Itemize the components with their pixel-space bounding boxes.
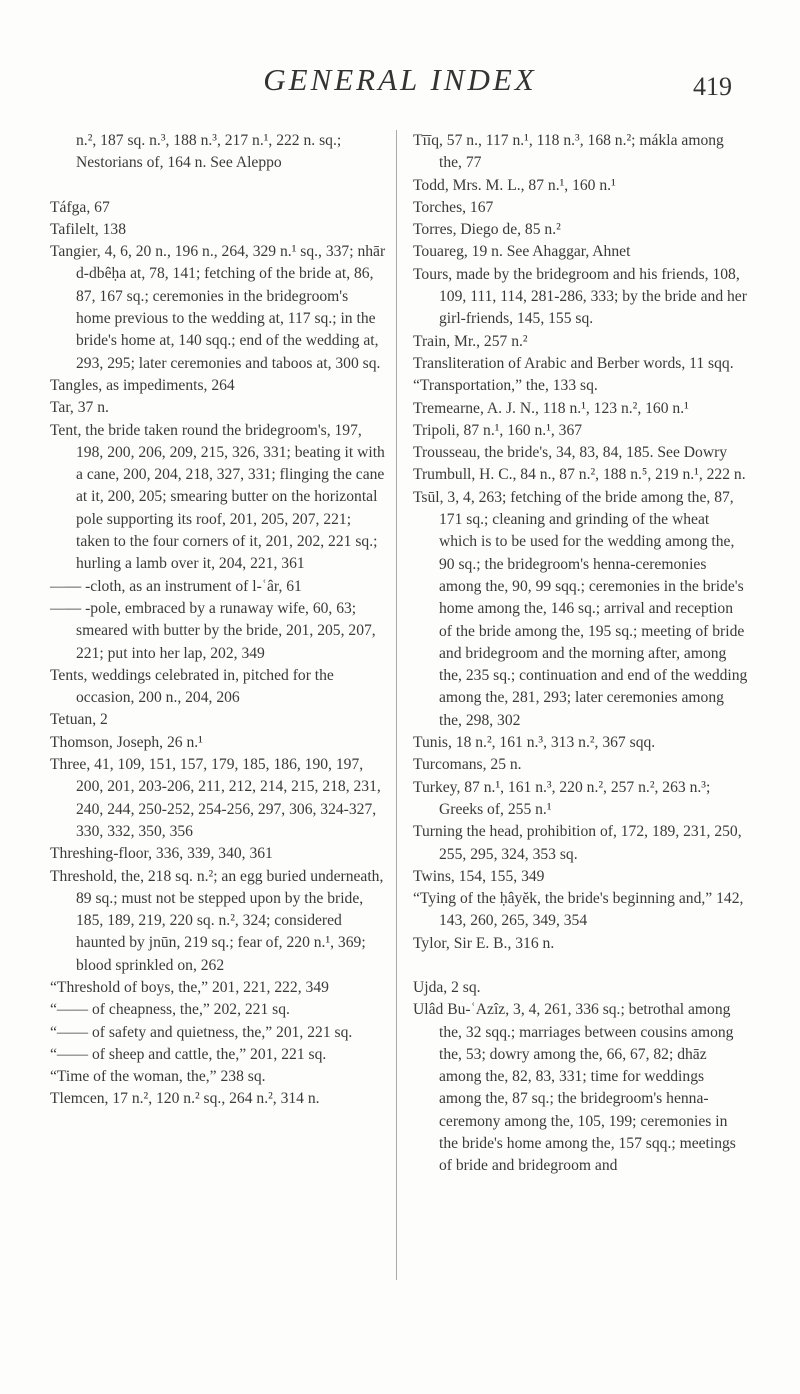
index-entry: “—— of cheapness, the,” 202, 221 sq. xyxy=(50,1001,290,1019)
index-entry: Tylor, Sir E. B., 316 n. xyxy=(413,934,555,952)
index-entry: Torches, 167 xyxy=(413,198,494,216)
index-entry: Train, Mr., 257 n.² xyxy=(413,332,528,350)
index-entry: Three, 41, 109, 151, 157, 179, 185, 186, 190, 197, 200, 201, 203-206, 211, 212, 214, 215, 218, 231, 240, 244, 250-252, 254-256, 297, 306, 324-327, 330, 332, 350, 356 xyxy=(50,756,381,840)
index-entry: Tunis, 18 n.², 161 n.³, 313 n.², 367 sqq. xyxy=(413,734,656,752)
index-entry: Threshold, the, 218 sq. n.²; an egg buried underneath, 89 sq.; must not be stepped upon by the bride, 185, 189, 219, 220 sq. n.², 324; considered haunted by jnūn, 219 sq.; fear of, 220 n.¹, 369; blood sprinkled on, 262 xyxy=(50,867,384,974)
index-entry: Todd, Mrs. M. L., 87 n.¹, 160 n.¹ xyxy=(413,176,616,194)
index-entry: Trumbull, H. C., 84 n., 87 n.², 188 n.⁵, 219 n.¹, 222 n. xyxy=(413,466,746,484)
index-entry: “Time of the woman, the,” 238 sq. xyxy=(50,1068,266,1086)
index-entry: Tsūl, 3, 4, 263; fetching of the bride among the, 87, 171 sq.; cleaning and grinding of the wheat which is to be used for the wedding among the, 90 sq.; the bridegroom's henna-ceremonies among the, 90, 99 sqq.; ceremonies in the bride's home among the, 146 sq.; arrival and reception of the bride among the, 195 sq.; meeting of bride and bridegroom and the morning after, among the, 235 sq.; continuation and end of the wedding among the, 281, 293; later ceremonies among the, 298, 302 xyxy=(413,488,748,729)
index-entry: Thomson, Joseph, 26 n.¹ xyxy=(50,733,203,751)
index-entry: Threshing-floor, 336, 339, 340, 361 xyxy=(50,845,273,863)
index-entry: Tangier, 4, 6, 20 n., 196 n., 264, 329 n.¹ sq., 337; nhār d-dbêḥa at, 78, 141; fetching of the bride at, 86, 87, 167 sq.; ceremonies in the bridegroom's home previous to the wedding at, 117 sq.; in the bride's home at, 140 sqq.; end of the wedding at, 293, 295; later ceremonies and taboos at, 300 sq. xyxy=(50,243,386,372)
index-entry: —— -pole, embraced by a runaway wife, 60, 63; smeared with butter by the bride, 201, 205, 207, 221; put into her lap, 202, 349 xyxy=(50,599,376,662)
index-entry: Ujda, 2 sq. xyxy=(413,978,481,996)
page-header xyxy=(0,62,800,112)
index-entry: Ulâd Bu-ʿAzîz, 3, 4, 261, 336 sq.; betrothal among the, 32 sqq.; marriages between cousins among the, 53; dowry among the, 66, 67, 82; dhāz among the, 82, 83, 331; time for weddings among the, 87 sq.; the bridegroom's henna-ceremony among the, 105, 199; ceremonies in the bride's home among the, 157 sqq.; meetings of bride and bridegroom and xyxy=(413,1001,736,1175)
index-entry: Torres, Diego de, 85 n.² xyxy=(413,221,561,239)
index-entry: Tetuan, 2 xyxy=(50,711,108,729)
index-entry: Touareg, 19 n. See Ahaggar, Ahnet xyxy=(413,243,631,261)
index-entry: Turning the head, prohibition of, 172, 189, 231, 250, 255, 295, 324, 353 sq. xyxy=(413,823,742,863)
index-entry: —— -cloth, as an instrument of l-ʿâr, 61 xyxy=(50,577,302,595)
column-divider xyxy=(396,130,397,1280)
index-entry: Tent, the bride taken round the bridegroom's, 197, 198, 200, 206, 209, 215, 326, 331; beating it with a cane, 200, 204, 218, 327, 331; flinging the cane at it, 200, 205; smearing butter on the horizontal pole supporting its roof, 201, 205, 207, 221; taken to the four corners of it, 201, 202, 221 sq.; hurling a lamb over it, 204, 221, 361 xyxy=(50,421,385,573)
index-entry: Tripoli, 87 n.¹, 160 n.¹, 367 xyxy=(413,421,583,439)
index-entry: “Tying of the ḥâyĕk, the bride's beginning and,” 142, 143, 260, 265, 349, 354 xyxy=(413,890,744,930)
index-column-left xyxy=(50,130,386,1111)
index-entry: Trousseau, the bride's, 34, 83, 84, 185. See Dowry xyxy=(413,444,728,462)
index-column-right xyxy=(413,130,749,1178)
index-entry: Tours, made by the bridegroom and his friends, 108, 109, 111, 114, 281-286, 333; by the bride and her girl-friends, 145, 155 sq. xyxy=(413,265,747,328)
index-entry: “—— of sheep and cattle, the,” 201, 221 sq. xyxy=(50,1045,327,1063)
page-number: 419 xyxy=(693,72,732,101)
index-entry: Tīīq, 57 n., 117 n.¹, 118 n.³, 168 n.²; mákla among the, 77 xyxy=(413,132,724,172)
index-entry: Transliteration of Arabic and Berber words, 11 sqq. xyxy=(413,354,734,372)
index-entry: Táfga, 67 xyxy=(50,198,110,216)
index-entry: Tafilelt, 138 xyxy=(50,220,126,238)
index-entry: “Transportation,” the, 133 sq. xyxy=(413,377,598,395)
index-entry: Turkey, 87 n.¹, 161 n.³, 220 n.², 257 n.², 263 n.³; Greeks of, 255 n.¹ xyxy=(413,778,711,818)
index-entry: Tangles, as impediments, 264 xyxy=(50,376,235,394)
index-entry: Tremearne, A. J. N., 118 n.¹, 123 n.², 160 n.¹ xyxy=(413,399,689,417)
index-entry-continuation: n.², 187 sq. n.³, 188 n.³, 217 n.¹, 222 n. sq.; Nestorians of, 164 n. See Aleppo xyxy=(76,132,342,172)
index-entry: Tents, weddings celebrated in, pitched for the occasion, 200 n., 204, 206 xyxy=(50,666,334,707)
running-title: GENERAL INDEX xyxy=(263,62,537,97)
index-entry: Tar, 37 n. xyxy=(50,399,109,417)
index-entry: “—— of safety and quietness, the,” 201, 221 sq. xyxy=(50,1023,353,1041)
index-entry: Turcomans, 25 n. xyxy=(413,756,522,774)
index-entry: Tlemcen, 17 n.², 120 n.² sq., 264 n.², 314 n. xyxy=(50,1090,320,1108)
index-entry: “Threshold of boys, the,” 201, 221, 222, 349 xyxy=(50,978,329,996)
index-entry: Twins, 154, 155, 349 xyxy=(413,867,545,885)
